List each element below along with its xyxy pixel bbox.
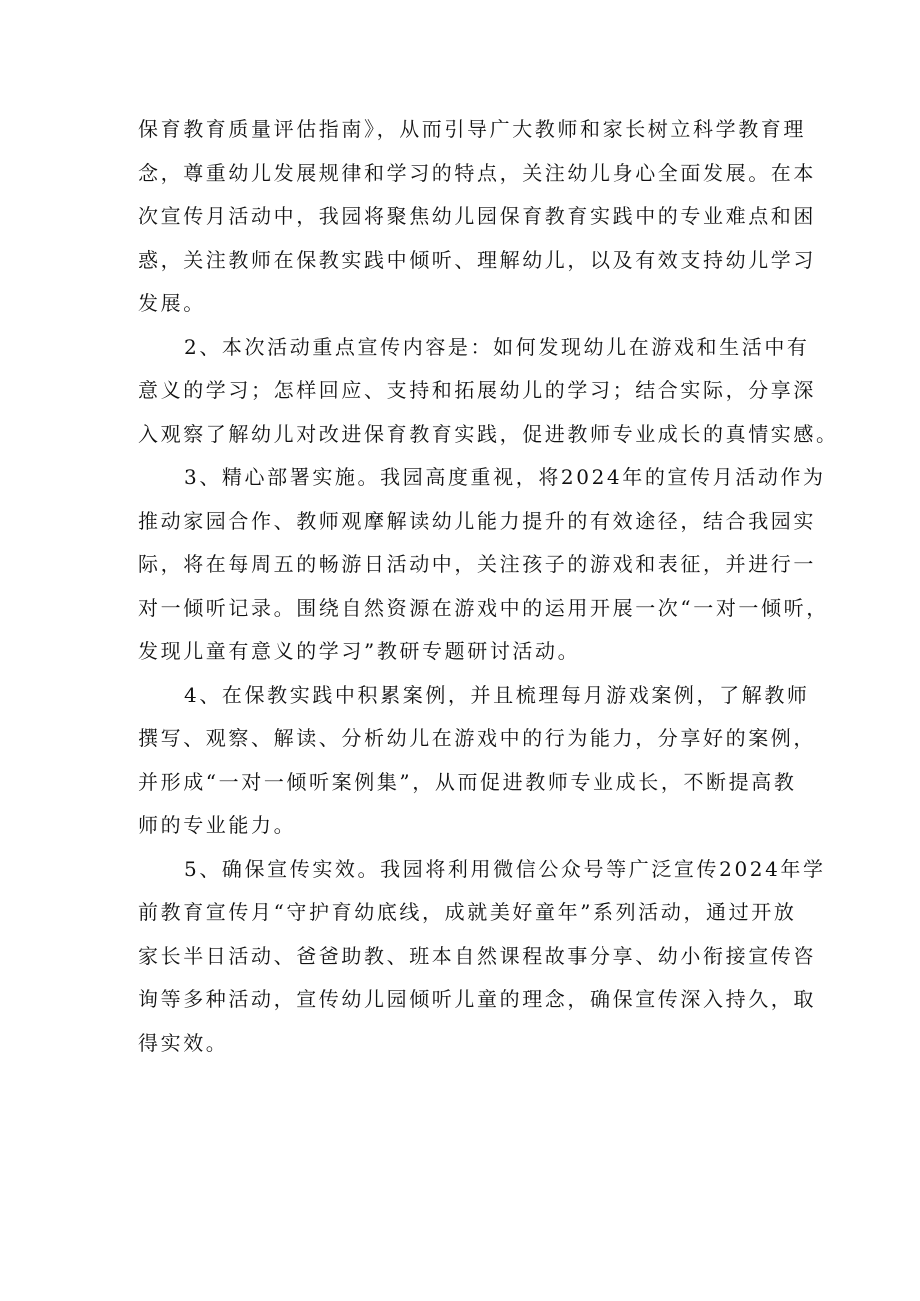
- paragraph-2: [138, 326, 839, 457]
- text-line: 撰写、观察、解读、分析幼儿在游戏中的行为能力，分享好的案例，: [138, 726, 816, 750]
- paragraph-4: [138, 674, 816, 848]
- text-line: 惑，关注教师在保教实践中倾听、理解幼儿，以及有效支持幼儿学习: [138, 247, 816, 272]
- text-line: 际，将在每周五的畅游日活动中，关注孩子的游戏和表征，并进行一: [138, 552, 816, 576]
- text-line: 得实效。: [138, 1030, 229, 1055]
- text-line: 念，尊重幼儿发展规律和学习的特点，关注幼儿身心全面发展。在本: [138, 160, 816, 185]
- text-line: 4、在保教实践中积累案例，并且梳理每月游戏案例，了解教师: [184, 682, 810, 707]
- text-line: 2、本次活动重点宣传内容是：如何发现幼儿在游戏和生活中有: [184, 334, 810, 359]
- text-line: 发展。: [138, 291, 206, 315]
- text-line: 对一倾听记录。围绕自然资源在游戏中的运用开展一次“一对一倾听，: [138, 595, 829, 620]
- text-line: 意义的学习；怎样回应、支持和拓展幼儿的学习；结合实际，分享深: [138, 378, 816, 402]
- text-line: 推动家园合作、教师观摩解读幼儿能力提升的有效途径，结合我园实: [138, 508, 816, 533]
- document-body: [138, 108, 839, 1065]
- paragraph-3: [138, 456, 829, 674]
- text-line: 前教育宣传月“守护育幼底线，成就美好童年”系列活动，通过开放: [138, 900, 797, 924]
- text-line: 家长半日活动、爸爸助教、班本自然课程故事分享、幼小衔接宣传咨: [138, 943, 816, 968]
- text-line: 入观察了解幼儿对改进保育教育实践，促进教师专业成长的真情实感。: [138, 421, 839, 446]
- paragraph-1: [138, 108, 816, 326]
- text-line: 3、精心部署实施。我园高度重视，将2024年的宣传月活动作为: [184, 465, 826, 489]
- text-line: 次宣传月活动中，我园将聚焦幼儿园保育教育实践中的专业难点和困: [138, 204, 816, 228]
- text-line: 发现儿童有意义的学习”教研专题研讨活动。: [138, 639, 581, 663]
- text-line: 保育教育质量评估指南》，从而引导广大教师和家长树立科学教育理: [138, 117, 806, 141]
- text-line: 师的专业能力。: [138, 813, 297, 837]
- text-line: 5、确保宣传实效。我园将利用微信公众号等广泛宣传2024年学: [184, 856, 826, 881]
- text-line: 并形成“一对一倾听案例集”，从而促进教师专业成长，不断提高教: [138, 769, 797, 794]
- paragraph-5: [138, 848, 826, 1066]
- text-line: 询等多种活动，宣传幼儿园倾听儿童的理念，确保宣传深入持久，取: [138, 987, 816, 1011]
